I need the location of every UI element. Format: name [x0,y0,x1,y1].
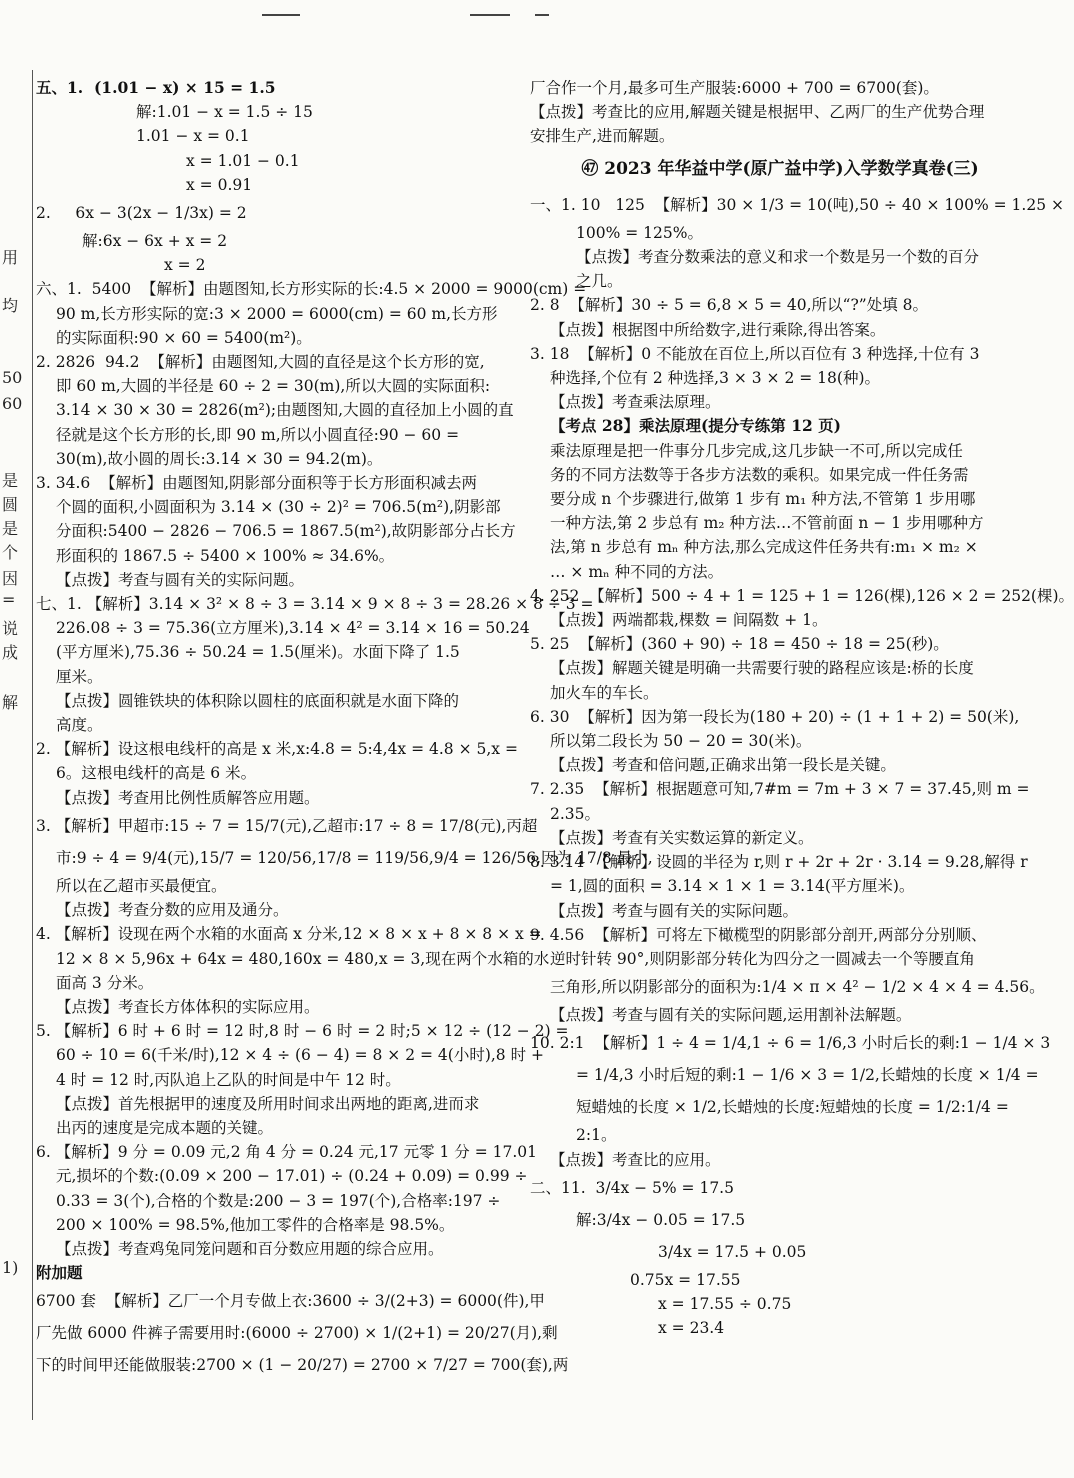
right-top-lines [530,76,1030,149]
text-line: 5. 【解析】6 时 + 6 时 = 12 时,8 时 − 6 时 = 2 时;5 × 12 ÷ (12 − 2) = [36,1022,569,1041]
text-line: 【点拨】考查长方体体积的实际应用。 [56,997,320,1016]
text-line: 60 ÷ 10 = 6(千米/时),12 × 4 ÷ (6 − 4) = 8 × 2 = 4(小时),8 时 + [56,1046,544,1065]
text-line: 分面积:5400 − 2826 − 706.5 = 1867.5(m²),故阴影部分占长方 [56,522,516,541]
margin-fragment: = [2,590,16,609]
text-line: 高度。 [56,716,103,735]
text-line: 务的不同方法数等于各步方法数的乘积。如果完成一件任务需 [550,465,969,484]
text-line: 【考点 28】乘法原理(提分专练第 12 页) [550,416,841,436]
text-line: 8. 3.14 【解析】设圆的半径为 r,则 r + 2r + 2r · 3.14 = 9.28,解得 r [530,853,1028,872]
text-line: 【点拨】根据图中所给数字,进行乘除,得出答案。 [550,320,886,339]
margin-fragment: 是 [2,471,19,490]
text-line: 一、1. 10 125 【解析】30 × 1/3 = 10(吨),50 ÷ 40 × 100% = 1.25 × [530,195,1064,214]
margin-fragment: 用 [2,248,19,267]
text-line: 所以第二段长为 50 − 20 = 30(米)。 [550,732,812,751]
text-line: 【点拨】首先根据甲的速度及所用时间求出两地的距离,进而求 [56,1094,480,1113]
text-line: 7. 2.35 【解析】根据题意可知,7#m = 7m + 3 × 7 = 37.45,则 m = [530,780,1030,799]
text-line: 之几。 [576,272,623,291]
text-line: 乘法原理是把一件事分几步完成,这几步缺一不可,所以完成任 [550,441,963,460]
text-line: 出丙的速度是完成本题的关键。 [56,1118,274,1137]
text-line: 一种方法,第 2 步总有 m₂ 种方法…不管前面 n − 1 步用哪种方 [550,514,984,533]
text-line: 【点拨】考查与圆有关的实际问题,运用割补法解题。 [550,1006,912,1025]
text-line: 元,损坏的个数:(0.09 × 200 − 17.01) ÷ (0.24 + 0.09) = 0.99 ÷ [56,1167,528,1186]
right-answer-lines [530,189,1074,1341]
text-line: 9. 4.56 【解析】可将左下橄榄型的阴影部分剖开,两部分分别顺、 [530,925,987,944]
margin-fragment: 60 [2,394,23,413]
text-line: 解:6x − 6x + x = 2 [82,232,228,251]
text-line: 【点拨】考查分数乘法的意义和求一个数是另一个数的百分 [576,248,980,267]
text-line: x = 1.01 − 0.1 [186,151,300,170]
text-line: 2:1。 [576,1126,617,1145]
text-line: 五、1. (1.01 − x) × 15 = 1.5 [36,78,276,97]
text-line: 10. 2:1 【解析】1 ÷ 4 = 1/4,1 ÷ 6 = 1/6,3 小时后长的剩:1 − 1/4 × 3 [530,1034,1051,1053]
text-line: 安排生产,进而解题。 [530,127,675,146]
right-column [530,76,1074,1340]
text-line: 200 × 100% = 98.5%,他加工零件的合格率是 98.5%。 [56,1215,455,1234]
text-line: 5. 25 【解析】(360 + 90) ÷ 18 = 450 ÷ 18 = 25(秒)。 [530,635,949,654]
text-line: 【点拨】考查用比例性质解答应用题。 [56,788,320,807]
text-line: 3. 【解析】甲超市:15 ÷ 7 = 15/7(元),乙超市:17 ÷ 8 = 17/8(元),丙超 [36,816,538,835]
text-line: 种选择,个位有 2 种选择,3 × 3 × 2 = 18(种)。 [550,369,880,388]
text-line: 0.33 = 3(个),合格的个数是:200 − 3 = 197(个),合格率:197 ÷ [56,1191,501,1210]
margin-fragment: 圆 [2,495,19,514]
margin-fragment: 均 [2,296,19,315]
column-rule [32,70,33,1420]
text-line: 226.08 ÷ 3 = 75.36(立方厘米),3.14 × 4² = 3.14 × 16 = 50.24 [56,619,530,638]
text-line: 六、1. 5400 【解析】由题图知,长方形实际的长:4.5 × 2000 = 9000(cm) = [36,280,587,299]
text-line: 2. 6x − 3(2x − 1/3x) = 2 [36,204,247,223]
text-line: 1.01 − x = 0.1 [136,127,250,146]
text-line: 短蜡烛的长度 × 1/2,长蜡烛的长度:短蜡烛的长度 = 1/2:1/4 = [576,1098,1009,1117]
text-line: 【点拨】解题关键是明确一共需要行驶的路程应该是:桥的长度 [550,659,974,678]
text-line: 【点拨】考查比的应用。 [550,1150,721,1169]
text-line: 即 60 m,大圆的半径是 60 ÷ 2 = 30(m),所以大圆的实际面积: [56,377,491,396]
text-line: 3. 18 【解析】0 不能放在百位上,所以百位有 3 种选择,十位有 3 [530,344,980,363]
text-line: 2. 8 【解析】30 ÷ 5 = 6,8 × 5 = 40,所以“?”处填 8。 [530,296,928,315]
text-line: 加火车的车长。 [550,683,659,702]
text-line: 6700 套 【解析】乙厂一个月专做上衣:3600 ÷ 3/(2+3) = 6000(件),甲 [36,1292,545,1311]
margin-fragment: 因 [2,569,19,588]
text-line: 6. 【解析】9 分 = 0.09 元,2 角 4 分 = 0.24 元,17 元零 1 分 = 17.01 [36,1143,538,1162]
text-line: 面高 3 分米。 [56,973,154,992]
text-line: 解:1.01 − x = 1.5 ÷ 15 [136,103,313,122]
text-line: … × mₙ 种不同的方法。 [550,562,724,581]
text-line: 【点拨】考查鸡兔同笼问题和百分数应用题的综合应用。 [56,1239,444,1258]
text-line: 市:9 ÷ 4 = 9/4(元),15/7 = 120/56,17/8 = 119/56,9/4 = 126/56,因为 17/8 最小, [56,848,653,867]
margin-fragment: 解 [2,693,19,712]
text-line: 2. 【解析】设这根电线杆的高是 x 米,x:4.8 = 5:4,4x = 4.8 × 5,x = [36,740,518,759]
text-line: 2. 2826 94.2 【解析】由题图知,大圆的直径是这个长方形的宽, [36,353,485,372]
text-line: 【点拨】考查比的应用,解题关键是根据甲、乙两厂的生产优势合理 [530,103,985,122]
section-title: ㊼ 2023 年华益中学(原广益中学)入学数学真卷(三) [581,158,979,179]
text-line: 4 时 = 12 时,丙队追上乙队的时间是中午 12 时。 [56,1070,401,1089]
text-line: 3/4x = 17.5 + 0.05 [658,1242,807,1261]
text-line: x = 0.91 [186,175,253,194]
margin-fragment: 个 [2,543,19,562]
text-line: (平方厘米),75.36 ÷ 50.24 = 1.5(厘米)。水面下降了 1.5 [56,643,460,662]
text-line: x = 23.4 [658,1319,725,1338]
text-line: 【点拨】两端都栽,棵数 = 间隔数 + 1。 [550,611,828,630]
text-line: 二、11. 3/4x − 5% = 17.5 [530,1178,734,1197]
text-line: 0.75x = 17.55 [630,1270,741,1289]
top-rule-mid [470,14,510,16]
text-line: 100% = 125%。 [576,223,703,242]
left-margin-fragments [0,0,30,1478]
text-line: 3.14 × 30 × 30 = 2826(m²);由题图知,大圆的直径加上小圆的直 [56,401,514,420]
margin-fragment: 1) [2,1258,19,1277]
text-line: 法,第 n 步总有 mₙ 种方法,那么完成这件任务共有:m₁ × m₂ × [550,538,978,557]
text-line: 要分成 n 个步骤进行,做第 1 步有 m₁ 种方法,不管第 1 步用哪 [550,490,976,509]
text-line: 下的时间甲还能做服装:2700 × (1 − 20/27) = 2700 × 7/27 = 700(套),两 [36,1356,569,1375]
text-line: 个圆的面积,小圆面积为 3.14 × (30 ÷ 2)² = 706.5(m²),阴影部 [56,498,501,517]
text-line: 4. 252 【解析】500 ÷ 4 + 1 = 125 + 1 = 126(棵),126 × 2 = 252(棵)。 [530,586,1074,605]
text-line: 【点拨】考查分数的应用及通分。 [56,901,289,920]
text-line: 30(m),故小圆的周长:3.14 × 30 = 94.2(m)。 [56,449,383,468]
text-line: 【点拨】考查与圆有关的实际问题。 [56,570,305,589]
text-line: 90 m,长方形实际的宽:3 × 2000 = 6000(cm) = 60 m,长方形 [56,304,498,323]
text-line: 12 × 8 × 5,96x + 64x = 480,160x = 480,x = 3,现在两个水箱的水 [56,949,550,968]
margin-fragment: 是 [2,519,19,538]
text-line: 【点拨】考查乘法原理。 [550,393,721,412]
text-line: 【点拨】考查有关实数运算的新定义。 [550,828,814,847]
text-line: 的实际面积:90 × 60 = 5400(m²)。 [56,328,312,347]
text-line: 厂合作一个月,最多可生产服装:6000 + 700 = 6700(套)。 [530,79,939,97]
text-line: 附加题 [36,1263,83,1283]
text-line: 【点拨】考查与圆有关的实际问题。 [550,901,799,920]
text-line: 【点拨】圆锥铁块的体积除以圆柱的底面积就是水面下降的 [56,691,460,710]
text-line: 【点拨】考查和倍问题,正确求出第一段长是关键。 [550,756,896,775]
text-line: 厂先做 6000 件裤子需要用时:(6000 ÷ 2700) × 1/(2+1) = 20/27(月),剩 [36,1324,558,1343]
text-line: 形面积的 1867.5 ÷ 5400 × 100% ≈ 34.6%。 [56,546,395,565]
text-line: 厘米。 [56,667,103,686]
text-line: 6。这根电线杆的高是 6 米。 [56,764,257,783]
top-rule-left [262,14,300,16]
text-line: x = 2 [164,256,206,275]
margin-fragment: 50 [2,368,23,387]
text-line: 4. 【解析】设现在两个水箱的水面高 x 分米,12 × 8 × x + 8 × 8 × x = [36,925,542,944]
text-line: = 1/4,3 小时后短的剩:1 − 1/6 × 3 = 1/2,长蜡烛的长度 × 1/4 = [576,1066,1039,1085]
text-line: 2.35。 [550,804,601,823]
text-line: 6. 30 【解析】因为第一段长为(180 + 20) ÷ (1 + 1 + 2) = 50(米), [530,707,1020,726]
text-line: 七、1. 【解析】3.14 × 3² × 8 ÷ 3 = 3.14 × 9 × 8 ÷ 3 = 28.26 × 8 ÷ 3 = [36,595,594,614]
margin-fragment: 成 [2,643,19,662]
text-line: 逆时针转 90°,则阴影部分转化为四分之一圆减去一个等腰直角 [550,949,975,968]
text-line: x = 17.55 ÷ 0.75 [658,1294,792,1313]
text-line: 3. 34.6 【解析】由题图知,阴影部分面积等于长方形面积减去两 [36,474,478,493]
margin-fragment: 说 [2,619,19,638]
text-line: 径就是这个长方形的长,即 90 m,所以小圆直径:90 − 60 = [56,425,460,444]
text-line: 解:3/4x − 0.05 = 17.5 [576,1210,746,1229]
text-line: = 1,圆的面积 = 3.14 × 1 × 1 = 3.14(平方厘米)。 [550,877,915,896]
text-line: 所以在乙超市买最便宜。 [56,876,227,895]
text-line: 三角形,所以阴影部分的面积为:1/4 × π × 4² − 1/2 × 4 × 4 = 4.56。 [550,978,1045,997]
top-rule-right [535,14,549,16]
